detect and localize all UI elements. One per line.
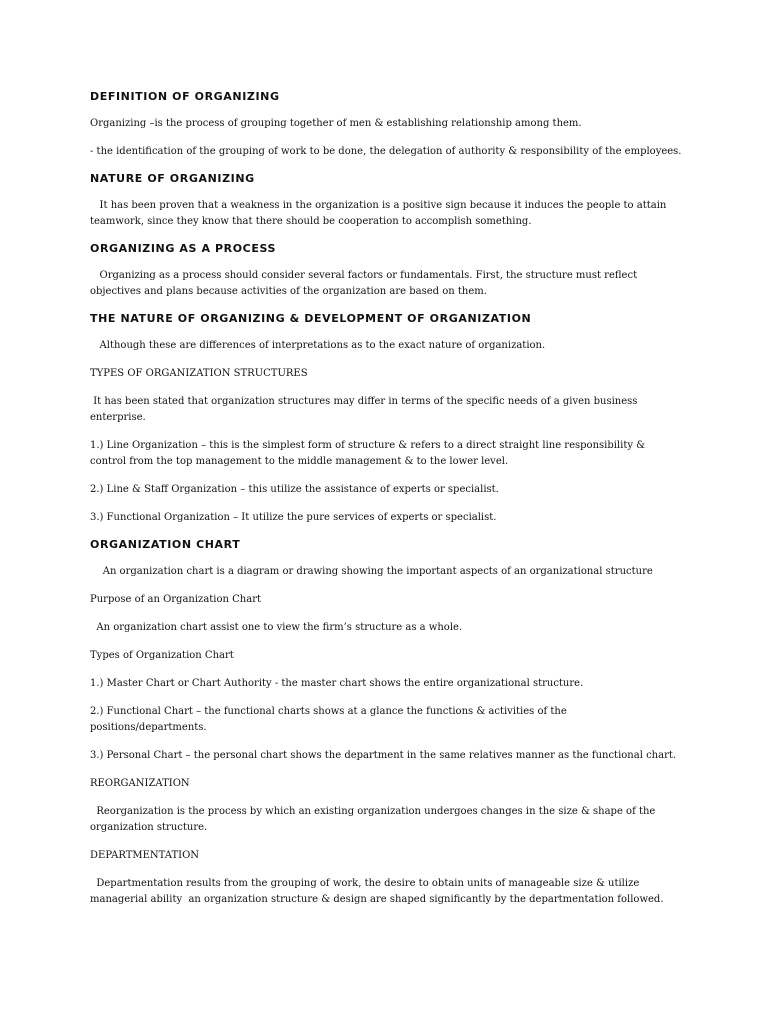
document-page [90, 90, 682, 908]
chart-heading: ORGANIZATION CHART [90, 538, 241, 551]
definition-paragraph: Organizing –is the process of grouping together of men & establishing relationship among them. [90, 118, 582, 129]
nature-paragraph: It has been proven that a weakness in the organization is a positive sign because it induces the people to attain teamwork, since they know that there should be cooperation to accomplish something. [90, 200, 670, 227]
purpose-heading: Purpose of an Organization Chart [90, 594, 262, 605]
development-heading: THE NATURE OF ORGANIZING & DEVELOPMENT OF ORGANIZATION [90, 312, 532, 325]
departmentation-paragraph: Departmentation results from the grouping of work, the desire to obtain units of manageable size & utilize managerial ability an organization structure & design are shaped significantly by the departmentation followed. [90, 878, 664, 905]
types-structures-heading: TYPES OF ORGANIZATION STRUCTURES [90, 368, 308, 379]
definition-heading: DEFINITION OF ORGANIZING [90, 90, 280, 103]
types-structures-item-2: 2.) Line & Staff Organization – this utilize the assistance of experts or specialist. [90, 484, 499, 495]
reorganization-heading: REORGANIZATION [90, 778, 190, 789]
process-heading: ORGANIZING AS A PROCESS [90, 242, 277, 255]
development-paragraph: Although these are differences of interpretations as to the exact nature of organization. [90, 340, 546, 351]
reorganization-paragraph: Reorganization is the process by which an existing organization undergoes changes in the size & shape of the organization structure. [90, 806, 659, 833]
types-chart-item-2: 2.) Functional Chart – the functional charts shows at a glance the functions & activities of the positions/departments. [90, 706, 570, 733]
types-structures-item-3: 3.) Functional Organization – It utilize the pure services of experts or specialist. [90, 512, 497, 523]
process-paragraph: Organizing as a process should consider several factors or fundamentals. First, the structure must reflect objectives and plans because activities of the organization are based on them. [90, 270, 641, 297]
definition-paragraph-2: - the identification of the grouping of work to be done, the delegation of authority & responsibility of the employees. [90, 146, 682, 157]
purpose-paragraph: An organization chart assist one to view the firm’s structure as a whole. [90, 622, 463, 633]
types-chart-heading: Types of Organization Chart [90, 650, 234, 661]
types-structures-item-1: 1.) Line Organization – this is the simplest form of structure & refers to a direct straight line responsibility & control from the top management to the middle management & to the lower level. [90, 440, 649, 467]
departmentation-heading: DEPARTMENTATION [90, 850, 200, 861]
chart-paragraph: An organization chart is a diagram or drawing showing the important aspects of an organizational structure [90, 566, 653, 577]
types-chart-item-3: 3.) Personal Chart – the personal chart shows the department in the same relatives manner as the functional chart. [90, 750, 677, 761]
types-structures-paragraph: It has been stated that organization structures may differ in terms of the specific needs of a given business enterprise. [90, 396, 641, 423]
types-chart-item-1: 1.) Master Chart or Chart Authority - the master chart shows the entire organizational structure. [90, 678, 584, 689]
nature-heading: NATURE OF ORGANIZING [90, 172, 255, 185]
